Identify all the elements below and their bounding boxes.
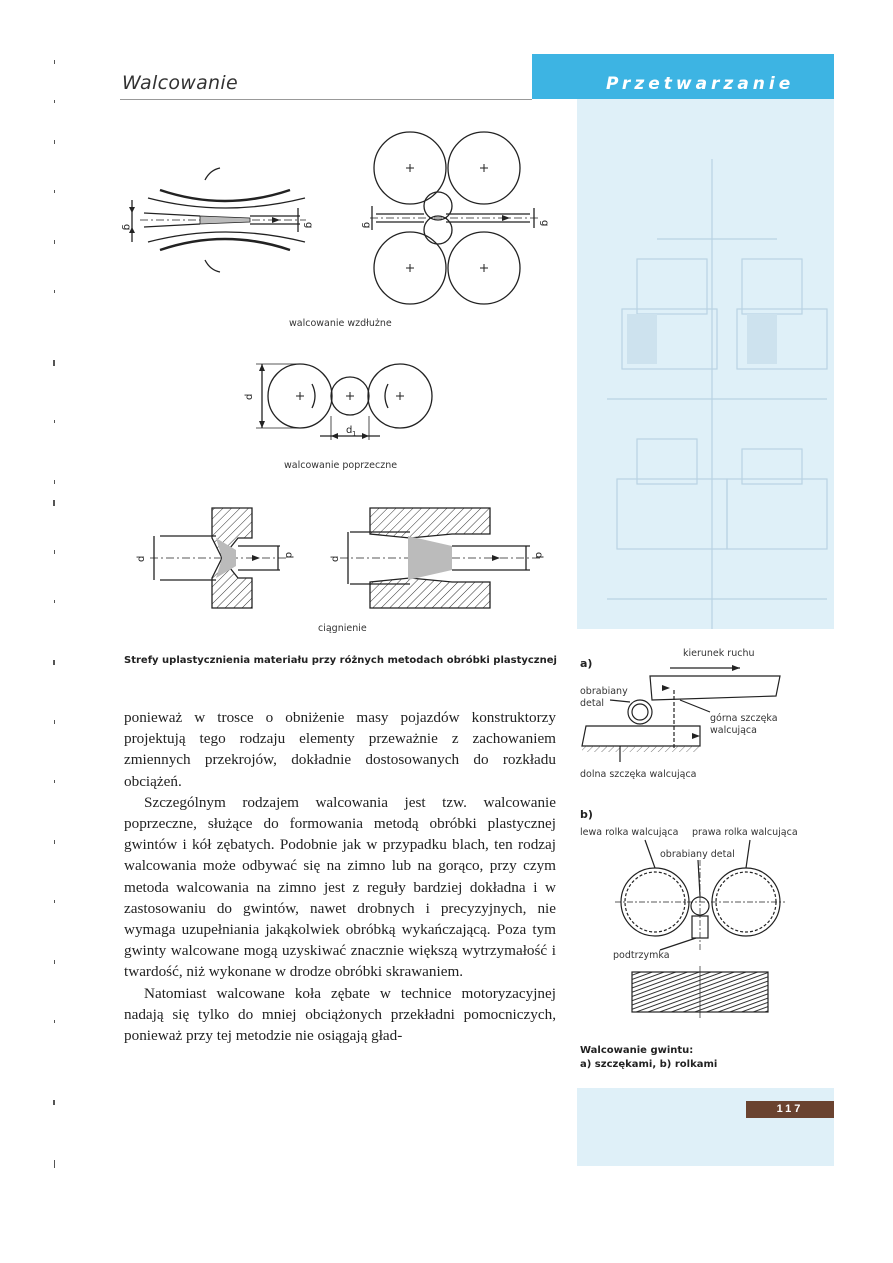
margin-scan-marks	[52, 60, 58, 1170]
paragraph: Natomiast walcowane koła zębate w technice motoryzacyjnej nadają się tylko do mniej obciążonych przekładni pomocniczych, ponieważ przy tej metodzie nie osiągają gład-	[124, 984, 556, 1045]
figure-drawing-right	[330, 506, 550, 610]
figure-longitudinal-rolling-four-roll	[360, 128, 550, 308]
figure-thread-rolling-rollers	[600, 840, 800, 1040]
label-d-transverse: d	[244, 393, 255, 400]
label-g: g	[121, 224, 132, 231]
label-g1: g	[303, 222, 314, 229]
header-rule	[120, 99, 532, 100]
running-header-left: Walcowanie	[122, 72, 238, 94]
label-prawa-rolka: prawa rolka walcująca	[692, 827, 798, 838]
subfigure-b-label: b)	[580, 808, 593, 821]
figure-drawing-left	[136, 506, 294, 610]
figure-main-caption: Strefy uplastycznienia materiału przy różnych metodach obróbki plastycznej	[124, 655, 557, 666]
label-d1-drawing-right: d	[533, 552, 544, 559]
label-d-drawing-left: d	[136, 555, 147, 562]
side-decorative-panel	[577, 99, 834, 629]
caption-transverse: walcowanie poprzeczne	[284, 460, 398, 471]
label-d-drawing-right: d	[330, 555, 341, 562]
side-figure-caption	[580, 1044, 717, 1072]
running-header-right: Przetwarzanie	[606, 74, 795, 94]
label-g-four-roll: g	[361, 222, 372, 229]
label-obrabiany-detal-a: obrabiany detal	[580, 686, 628, 709]
side-caption-line-2: a) szczękami, b) rolkami	[580, 1059, 718, 1070]
label-d1-sub-transverse: 1	[352, 430, 357, 438]
paragraph: Szczególnym rodzajem walcowania jest tzw. walcowanie poprzeczne, służące do formowania metodą obróbki plastycznej gwintów i kół zębatych. Podobnie jak w przypadku blach, ten rodzaj walcowania może odbywać się na zimno lub na gorąco, przy czym metoda walcowania na zimno jest z reguły bardziej dokładna i w zastosowaniu do gwintów, nawet drobnych i precyzyjnych, nie wymaga uzupełniania jakąkolwiek obróbką wykańczającą. Poza tym gwinty walcowane mogą uzyskiwać znacznie większą wytrzymałość i twardość, niż wykonane w drodze obróbki skrawaniem.	[124, 793, 556, 981]
label-kierunek-ruchu: kierunek ruchu	[683, 648, 755, 659]
label-podtrzymka: podtrzymka	[613, 950, 670, 961]
label-lewa-rolka: lewa rolka walcująca	[580, 827, 679, 838]
figure-thread-rolling-jaws	[580, 660, 790, 768]
caption-longitudinal: walcowanie wzdłużne	[289, 318, 392, 329]
label-gorna-szczeka: górna szczęka walcująca	[710, 713, 778, 736]
body-text	[124, 707, 556, 1046]
faint-background-drawing	[577, 99, 834, 629]
paragraph: ponieważ w trosce o obniżenie masy pojazdów konstruktorzy projektują tego rodzaju elementy przeważnie z zachowaniem zmiennych przekrojów, dokładnie dostosowanych do rozkładu obciążeń.	[124, 709, 556, 790]
label-dolna-szczeka: dolna szczęka walcująca	[580, 769, 697, 780]
label-g1-four-roll: g	[539, 220, 550, 227]
label-d1-transverse: d	[346, 425, 353, 436]
page-number: 117	[776, 1103, 804, 1115]
label-d1-drawing-left: d	[283, 552, 294, 559]
caption-drawing: ciągnienie	[318, 623, 367, 634]
side-caption-line-1: Walcowanie gwintu:	[580, 1045, 694, 1056]
label-obrabiany-detal-b: obrabiany detal	[660, 849, 735, 860]
figure-transverse-rolling	[240, 356, 440, 446]
subfigure-a-label: a)	[580, 657, 593, 670]
figure-longitudinal-rolling-single	[120, 160, 314, 270]
side-panel-bottom	[577, 1088, 834, 1166]
